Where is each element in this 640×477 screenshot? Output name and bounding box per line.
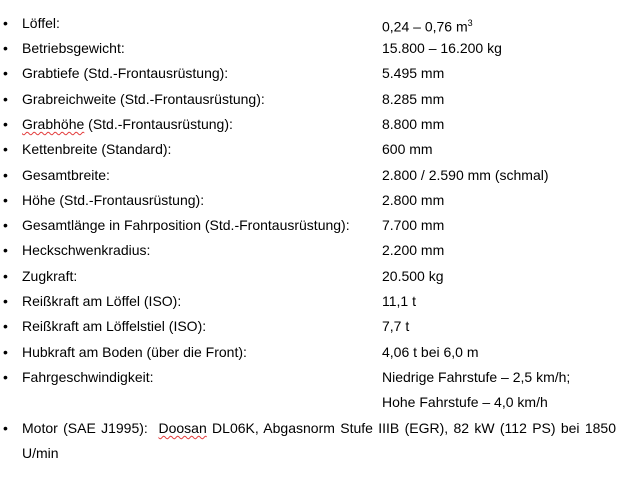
spec-row-hoehe [0,190,640,215]
spec-label: Grabhöhe (Std.-Frontausrüstung): [22,116,233,132]
spec-label: Kettenbreite (Standard): [22,141,172,157]
spec-row-fahrgeschwindigkeit [0,367,640,417]
spellcheck-marked-word: Grabhöhe [22,116,85,132]
spec-value: 7.700 mm [382,217,445,233]
spec-row-heckschwenkradius [0,240,640,265]
motor-prefix: Motor (SAE J1995): [22,420,148,436]
spec-value: 8.800 mm [382,116,445,132]
spec-label: Höhe (Std.-Frontausrüstung): [22,192,205,208]
spec-value: 15.800 – 16.200 kg [382,40,502,56]
motor-details: DL06K, Abgasnorm Stufe IIIB (EGR), 82 kW (112 PS) bei 1850 U/min [22,420,617,461]
spec-label: Grabtiefe (Std.-Frontausrüstung): [22,65,229,81]
spec-value: 8.285 mm [382,91,445,107]
spellcheck-marked-word: Doosan [158,420,207,436]
spec-value: 2.800 / 2.590 mm (schmal) [382,167,549,183]
bullet: • [3,420,8,436]
spec-value: 11,1 t [382,293,416,309]
spec-row-grabhoehe [0,114,640,139]
spec-label: Gesamtbreite: [22,167,110,183]
spec-value: Niedrige Fahrstufe – 2,5 km/h; [382,369,571,385]
spec-label: Fahrgeschwindigkeit: [22,369,154,385]
spec-value: 0,24 – 0,76 $m^3$ [382,18,473,35]
bullet: • [3,141,8,157]
motor-paragraph [22,416,616,466]
bullet: • [3,65,8,81]
spec-label: Löffel: [22,15,60,31]
bullet: • [3,242,8,258]
bullet: • [3,116,8,132]
bullet: • [3,318,8,334]
spec-label: Hubkraft am Boden (über die Front): [22,344,247,360]
spec-value: 20.500 kg [382,268,444,284]
bullet: • [3,369,8,385]
spec-row-kettenbreite [0,139,640,164]
spec-label: Reißkraft am Löffel (ISO): [22,293,182,309]
bullet: • [3,91,8,107]
bullet: • [3,344,8,360]
spec-value: 2.800 mm [382,192,445,208]
spec-row-gesamtbreite [0,165,640,190]
spec-value: 5.495 mm [382,65,445,81]
spec-row-grabreichweite [0,89,640,114]
spec-value: 4,06 t bei 6,0 m [382,344,479,360]
bullet: • [3,40,8,56]
unit-superscript: 3 [467,18,473,28]
spec-row-gesamtlaenge [0,215,640,240]
spec-row-reisskraft-loeffelstiel [0,316,640,341]
spec-value-line2: Hohe Fahrstufe – 4,0 km/h [382,394,548,410]
bullet: • [3,268,8,284]
spec-label: Grabreichweite (Std.-Frontausrüstung): [22,91,265,107]
spec-label: Betriebsgewicht: [22,40,125,56]
bullet: • [3,167,8,183]
spec-label: Reißkraft am Löffelstiel (ISO): [22,318,207,334]
spec-label: Zugkraft: [22,268,78,284]
spec-row-motor [0,418,640,468]
spec-label: Gesamtlänge in Fahrposition (Std.-Frontausrüstung): [22,217,350,233]
spec-row-betriebsgewicht [0,38,640,63]
bullet: • [3,15,8,31]
spec-row-loeffel [0,13,640,38]
spec-label: Heckschwenkradius: [22,242,151,258]
bullet: • [3,293,8,309]
bullet: • [3,217,8,233]
spec-row-hubkraft [0,342,640,367]
spec-row-grabtiefe [0,63,640,88]
spec-row-zugkraft [0,266,640,291]
spec-value: 600 mm [382,141,433,157]
spec-value: 2.200 mm [382,242,445,258]
spec-value: 7,7 t [382,318,410,334]
bullet: • [3,192,8,208]
spec-row-reisskraft-loeffel [0,291,640,316]
